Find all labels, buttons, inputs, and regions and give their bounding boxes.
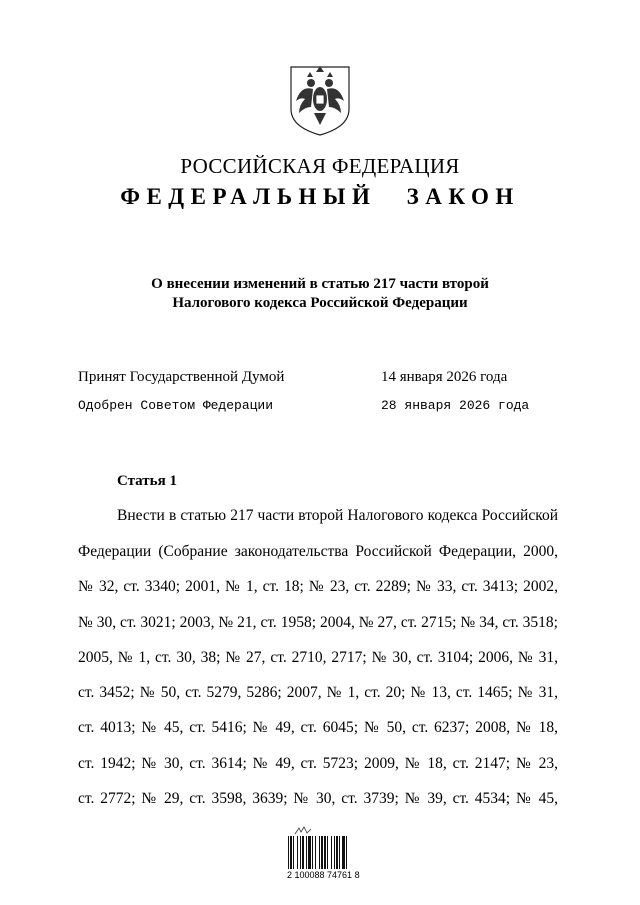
barcode-bar [331,836,332,869]
barcode-block [287,826,367,886]
barcode-bar [346,836,347,869]
article-text-line: № 30, ст. 3021; 2003, № 21, ст. 1958; 2004, № 27, ст. 2715; № 34, ст. 3518; [78,614,558,631]
barcode-bar [319,836,320,869]
adoption-duma-row [78,369,558,389]
barcode-bar [302,836,304,869]
barcode-bar [308,836,311,869]
barcode-bar [288,836,289,869]
barcode-bar [342,836,345,869]
document-type-heading: ФЕДЕРАЛЬНЫЙ ЗАКОН [120,184,520,209]
barcode-bar [336,836,338,869]
coat-of-arms-icon [287,63,353,137]
barcode-mark-icon [293,826,313,836]
barcode-bar [321,836,323,869]
barcode-bar [334,836,335,869]
article-text-line: Внести в статью 217 части второй Налогового кодекса Российской [117,507,558,524]
barcode-bar [339,836,340,869]
barcode-number: 2 100088 74761 8 [287,870,360,880]
article-heading: Статья 1 [117,473,177,489]
article-text-line: ст. 2772; № 29, ст. 3598, 3639; № 30, ст. 3739; № 39, ст. 4534; № 45, [78,790,558,807]
law-title-line-2: Налогового кодекса Российской Федерации [172,295,468,311]
adoption-council-row [78,398,558,418]
duma-label: Принят Государственной Думой [78,369,285,385]
barcode-bar [327,836,328,869]
article-text-line: ст. 4013; № 45, ст. 5416; № 49, ст. 6045; № 50, ст. 6237; 2008, № 18, [78,719,558,736]
barcode-bar [293,836,294,869]
country-heading: РОССИЙСКАЯ ФЕДЕРАЦИЯ [180,154,460,178]
barcode-bar [297,836,298,869]
barcode-bar [312,836,313,869]
council-date: 28 января 2026 года [381,398,530,413]
barcode-bar [290,836,292,869]
barcode-bar [324,836,326,869]
article-text-line: № 32, ст. 3340; 2001, № 1, ст. 18; № 23, ст. 2289; № 33, ст. 3413; 2002, [78,578,558,595]
duma-date: 14 января 2026 года [381,369,508,385]
barcode-bar [315,836,316,869]
article-text-line: Федерации (Собрание законодательства Российской Федерации, 2000, [78,543,558,560]
article-text-line: 2005, № 1, ст. 30, 38; № 27, ст. 2710, 2717; № 30, ст. 3104; 2006, № 31, [78,649,558,666]
article-text-line: ст. 1942; № 30, ст. 3614; № 49, ст. 5723; 2009, № 18, ст. 2147; № 23, [78,755,558,772]
barcode-icon [287,836,367,869]
law-title-line-1: О внесении изменений в статью 217 части второй [151,276,489,292]
barcode-bar [306,836,307,869]
article-text-line: ст. 3452; № 50, ст. 5279, 5286; 2007, № 1, ст. 20; № 13, ст. 1465; № 31, [78,684,558,701]
barcode-bar [300,836,301,869]
council-label: Одобрен Советом Федерации [78,398,274,413]
